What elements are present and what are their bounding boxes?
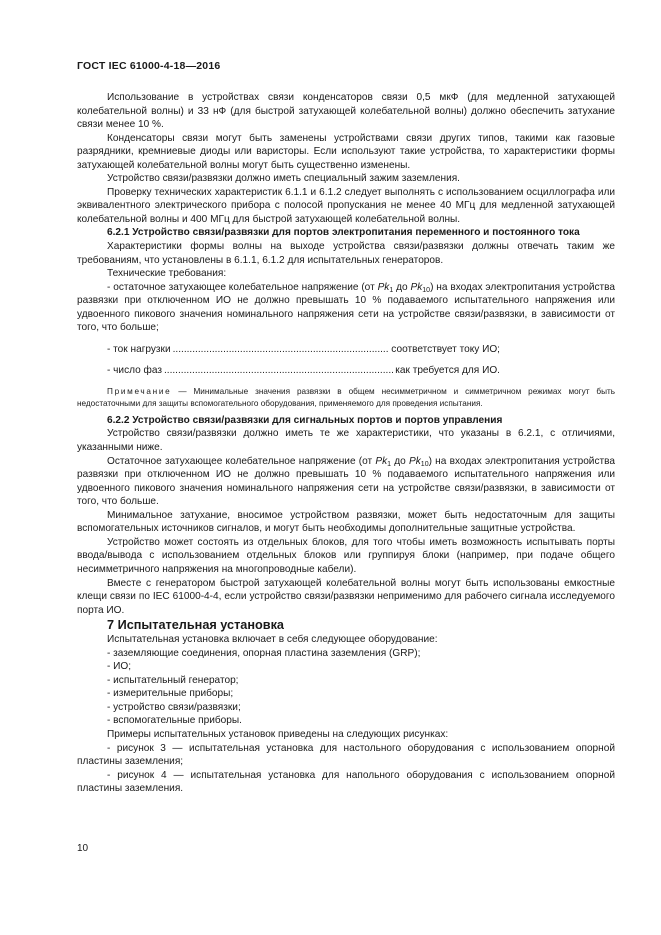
list-item: - устройство связи/развязки; [107,701,241,713]
paragraph: Конденсаторы связи могут быть заменены устройствами связи других типов, такими как газовые разрядники, кремниевые диоды или варисторы. Если используют такие устройства, то характеристики формы затухающей колебательной волны могут быть существенно изменены. [77,132,615,171]
note: Примечание — Минимальные значения развязки в общем несимметричном и симметричном режимах могут быть недостаточными для защиты вспомогательного оборудования, применяемого для проведения испытания. [77,386,615,408]
section-heading-7: 7 Испытательная установка [107,618,284,633]
list-item: - остаточное затухающее колебательное напряжение (от $Pk_1$ до $Pk_{10}$) на входах электропитания устройства развязки при отключенном ИО не должно превышать 10 % подаваемого испытательного напряжения или удвоенного пикового значения номинального напряжения сети на устройстве связи/развязки, в зависимости от того, что больше; [77,281,615,334]
paragraph: Испытательная установка включает в себя следующее оборудование: [107,634,438,646]
paragraph: Примеры испытательных установок приведены на следующих рисунках: [107,728,449,740]
leader-dots [164,364,393,378]
list-item: - испытательный генератор; [107,674,239,686]
paragraph: Устройство может состоять из отдельных блоков, для того чтобы иметь возможность испытывать порты ввода/вывода с использованием отдельных блоков или группируя блоки (например, при подаче общего несимметричного напряжения на многопроводные кабели). [77,536,615,575]
list-item: - ИО; [107,661,132,673]
paragraph: Устройство связи/развязки должно иметь специальный зажим заземления. [107,173,460,185]
section-heading-6-2-2: 6.2.2 Устройство связи/развязки для сигнальных портов и портов управления [107,414,503,426]
section-heading-6-2-1: 6.2.1 Устройство связи/развязки для портов электропитания переменного и постоянного тока [107,227,580,239]
list-item: - рисунок 3 — испытательная установка для настольного оборудования с использованием опорной пластины заземления; [77,742,615,768]
standard-header: ГОСТ IEC 61000-4-18—2016 [77,60,221,72]
paragraph: Минимальное затухание, вносимое устройством развязки, может быть недостаточным для защиты вспомогательных источников сигналов, и могут быть необходимы дополнительные защитные устройства. [77,509,615,535]
list-item: - вспомогательные приборы. [107,715,242,727]
list-item-phase-count: - число фаз ..... как требуется для ИО. [77,364,500,378]
list-item-load-current: - ток нагрузки ..... соответствует току ИО; [77,343,500,357]
leader-dots [173,343,390,357]
paragraph: Технические требования: [107,268,227,280]
page-number: 10 [77,843,89,854]
list-item: - рисунок 4 — испытательная установка для напольного оборудования с использованием опорной пластины заземления. [77,769,615,795]
paragraph: Использование в устройствах связи конденсаторов связи 0,5 мкФ (для медленной затухающей колебательной волны) и 33 нФ (для быстрой затухающей колебательной волны) должно обеспечить затухание связи менее 10 %. [77,92,615,131]
paragraph: Остаточное затухающее колебательное напряжение (от $Pk_1$ до $Pk_{10}$) на входах электропитания устройства развязки при отключенном ИО не должно превышать 10 % подаваемого испытательного напряжения или удвоенного пикового значения номинального напряжения сети на устройстве связи/развязки, в зависимости от того, что больше. [77,455,615,508]
paragraph: Вместе с генератором быстрой затухающей колебательной волны могут быть использованы емкостные клещи связи по IEC 61000-4-4, если устройство связи/развязки неприменимо для рабочего сигнала исследуемого порта ИО. [77,577,615,616]
paragraph: Устройство связи/развязки должно иметь те же характеристики, что указаны в 6.2.1, с отличиями, указанными ниже. [77,428,615,454]
paragraph: Проверку технических характеристик 6.1.1 и 6.1.2 следует выполнять с использованием осциллографа или эквивалентного электрического прибора с полосой пропускания не менее 40 МГц для медленной затухающей колебательной волны и 400 МГц для быстрой затухающей колебательной волны. [77,186,615,225]
paragraph: Характеристики формы волны на выходе устройства связи/развязки должны отвечать таким же требованиям, что установлены в 6.1.1, 6.1.2 для испытательных генераторов. [77,241,615,266]
list-item: - измерительные приборы; [107,688,234,700]
document-body [77,91,615,796]
list-item: - заземляющие соединения, опорная пластина заземления (GRP); [107,647,421,659]
